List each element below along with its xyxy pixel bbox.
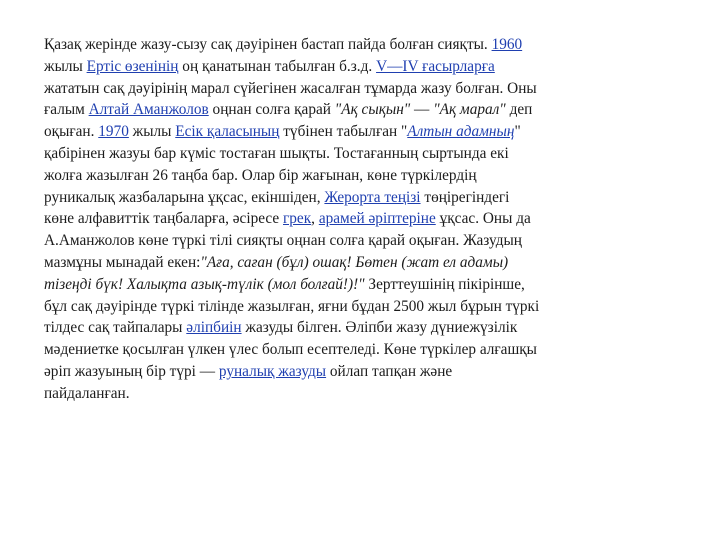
text-segment: пайдаланған. (44, 384, 130, 402)
text-segment: — (410, 101, 434, 119)
article-link[interactable]: 1960 (491, 36, 523, 53)
text-line (44, 383, 644, 405)
text-segment: деп (505, 101, 533, 119)
article-link[interactable]: 1970 (98, 123, 129, 141)
text-line (44, 143, 644, 165)
text-line (44, 56, 644, 78)
text-line (44, 187, 644, 209)
text-line (44, 252, 644, 274)
text-segment: мазмұны мынадай екен: (44, 253, 201, 271)
article-link[interactable]: V—IV ғасырларға (376, 57, 495, 75)
text-segment: жылы (44, 57, 87, 75)
text-segment: ойлап тапқан және (326, 362, 453, 380)
text-segment: жазуды білген. Әліпби жазу дүниежүзілік (241, 319, 518, 337)
text-line (44, 78, 644, 100)
text-line (44, 317, 644, 339)
text-line (44, 361, 644, 383)
article-link[interactable]: Алтай Аманжолов (88, 101, 209, 119)
text-segment: тілдес сақ тайпалары (44, 319, 187, 337)
text-segment: көне алфавиттік таңбаларға, әсіресе (44, 210, 283, 228)
article-link[interactable]: Ертіс өзенінің (86, 57, 179, 75)
text-line (44, 121, 644, 143)
text-segment: жолға жазылған 26 таңба бар. Олар бір жағынан, көне түркілердің (44, 166, 477, 184)
text-segment: оңнан солға қарай (208, 101, 335, 119)
text-line (44, 208, 644, 230)
article-link[interactable]: әліпбиін (186, 319, 242, 337)
text-segment: бұл сақ дәуірінде түркі тілінде жазылған, яғни бұдан 2500 жыл бұрын түркі (44, 297, 540, 315)
text-segment: төңірегіндегі (420, 188, 510, 206)
text-line (44, 99, 644, 121)
text-segment: мәдениетке қосылған үлкен үлес болып есептеледі. Көне түркілер алғашқы (44, 341, 537, 359)
italic-text: тізеңді бүк! Халықта азық-түлік (мол болғай!)!" (44, 275, 365, 293)
text-segment: жататын сақ дәуірінің марал сүйегінен жасалған тұмарда жазу болған. Оны (44, 79, 537, 97)
text-line (44, 230, 644, 252)
italic-text: "Ақ марал" (433, 101, 506, 119)
text-segment: руникалық жазбаларына ұқсас, екіншіден, (44, 188, 325, 206)
text-segment: жылы (128, 123, 176, 141)
text-line (44, 296, 644, 318)
article-text (44, 34, 644, 405)
text-line (44, 274, 644, 296)
article-link[interactable]: руналық жазуды (218, 362, 327, 380)
article-link[interactable]: арамей әріптеріне (318, 210, 436, 228)
italic-text: "Ақ сықын" (334, 101, 411, 119)
text-line (44, 165, 644, 187)
text-line (44, 34, 644, 56)
article-link[interactable]: Алтын адамның (407, 123, 515, 141)
article-link[interactable]: Жерорта теңізі (324, 188, 421, 206)
text-segment: ғалым (44, 101, 89, 119)
italic-text: "Аға, саған (бұл) ошақ! Бөтен (жат ел адамы) (200, 253, 509, 271)
text-segment: әріп жазуының бір түрі — (44, 362, 219, 380)
text-segment: Зерттеушінің пікірінше, (364, 275, 525, 293)
text-segment: А.Аманжолов көне түркі тілі сияқты оңнан солға қарай оқыған. Жазудың (44, 232, 522, 250)
article-link[interactable]: Есік қаласының (175, 123, 280, 141)
text-segment: ұқсас. Оны да (435, 210, 531, 228)
text-segment: қабірінен жазуы бар күміс тостаған шықты. Тостағанның сыртында екі (44, 144, 509, 162)
text-segment: оқыған. (44, 123, 99, 141)
text-line (44, 339, 644, 361)
text-segment: оң қанатынан табылған б.з.д. (178, 57, 377, 75)
text-segment: Қазақ жерінде жазу-сызу сақ дәуірінен бастап пайда болған сияқты. (44, 36, 492, 53)
text-segment: түбінен табылған " (279, 123, 408, 141)
text-segment: , (311, 210, 319, 228)
text-segment: " (514, 123, 521, 141)
article-link[interactable]: грек (283, 210, 312, 228)
